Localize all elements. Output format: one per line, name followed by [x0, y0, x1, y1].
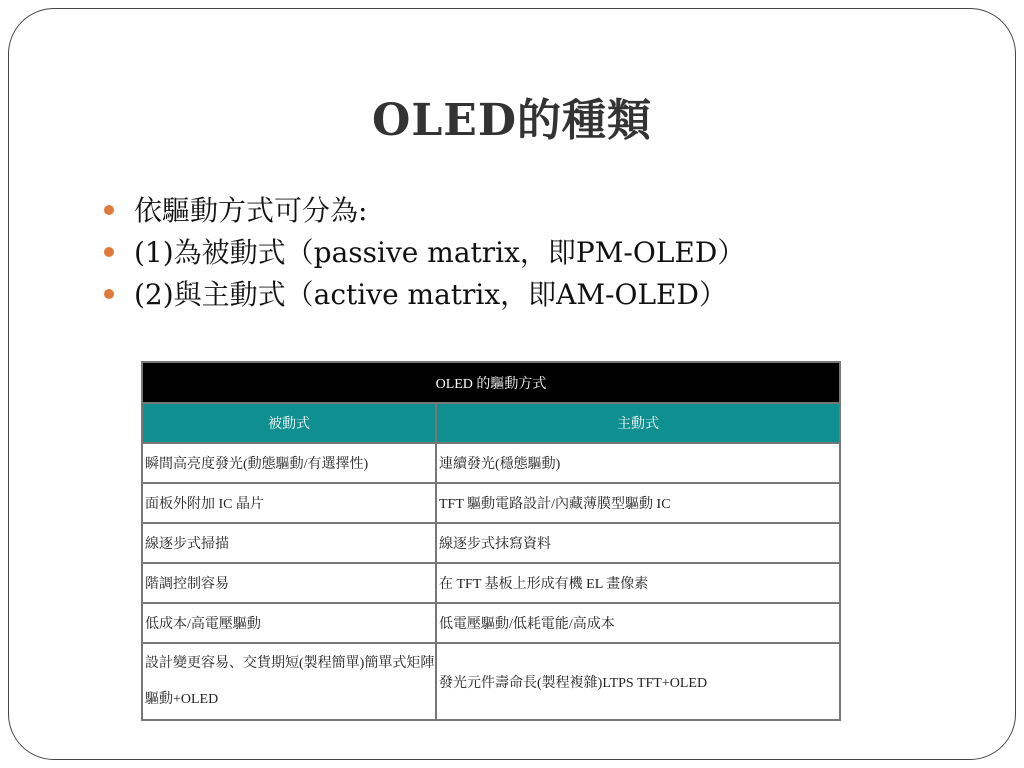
table-row: [142, 563, 840, 603]
table-header: OLED 的驅動方式: [142, 362, 840, 403]
table-cell: 線逐步式掃描: [142, 523, 436, 563]
bullet-list: [104, 190, 745, 316]
slide-title: OLED的種類: [372, 95, 652, 146]
table-row: [142, 523, 840, 563]
table-cell: 線逐步式抹寫資料: [436, 523, 840, 563]
bullet-item: [104, 274, 745, 316]
table-row: [142, 603, 840, 643]
column-active: 主動式: [436, 403, 840, 443]
table-cell: 面板外附加 IC 晶片: [142, 483, 436, 523]
table-cell: 瞬間高亮度發光(動態驅動/有選擇性): [142, 443, 436, 483]
bullet-dot-icon: [104, 289, 114, 299]
bullet-dot-icon: [104, 205, 114, 215]
table-column-row: [142, 403, 840, 443]
table-header-row: [142, 362, 840, 403]
table-cell: 發光元件壽命長(製程複雜)LTPS TFT+OLED: [436, 643, 840, 720]
bullet-text: (2)與主動式（active matrix，即AM-OLED）: [134, 278, 727, 311]
table-cell: 低電壓驅動/低耗電能/高成本: [436, 603, 840, 643]
table-row: [142, 483, 840, 523]
bullet-item: [104, 232, 745, 274]
drive-method-table: [141, 361, 841, 721]
table-row: [142, 643, 840, 720]
bullet-dot-icon: [104, 247, 114, 257]
table-cell: 連續發光(穩態驅動): [436, 443, 840, 483]
bullet-item: [104, 190, 745, 232]
table-cell: 設計變更容易、交貨期短(製程簡單)簡單式矩陣驅動+OLED: [142, 643, 436, 720]
table-cell: 在 TFT 基板上形成有機 EL 畫像素: [436, 563, 840, 603]
bullet-text: 依驅動方式可分為:: [134, 194, 368, 227]
table-cell: TFT 驅動電路設計/內藏薄膜型驅動 IC: [436, 483, 840, 523]
bullet-text: (1)為被動式（passive matrix，即PM-OLED）: [134, 236, 746, 269]
table-cell: 低成本/高電壓驅動: [142, 603, 436, 643]
column-passive: 被動式: [142, 403, 436, 443]
table-row: [142, 443, 840, 483]
table-cell: 階調控制容易: [142, 563, 436, 603]
